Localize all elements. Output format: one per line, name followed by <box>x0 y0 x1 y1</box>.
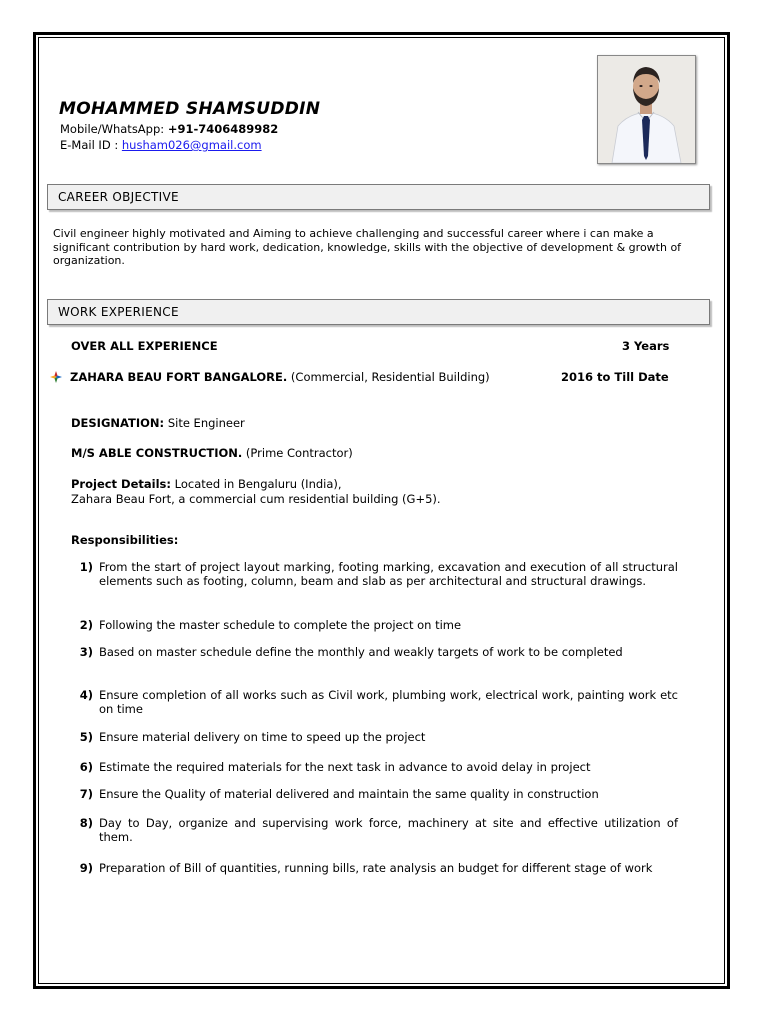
responsibility-item <box>72 560 678 588</box>
responsibility-text: Ensure material delivery on time to speed up the project <box>99 730 426 744</box>
diamond-bullet-icon <box>50 371 62 383</box>
responsibility-number: 1) <box>79 560 93 574</box>
company-line <box>70 370 490 384</box>
responsibility-number: 2) <box>79 618 93 632</box>
overall-experience-label: OVER ALL EXPERIENCE <box>71 339 218 353</box>
company-dates: 2016 to Till Date <box>561 370 669 384</box>
project-details <box>71 477 441 507</box>
responsibility-item <box>72 787 678 801</box>
profile-photo <box>597 55 696 164</box>
responsibility-item <box>72 816 678 844</box>
work-experience-header: WORK EXPERIENCE <box>47 299 710 325</box>
responsibility-number: 8) <box>79 816 93 830</box>
responsibility-number: 6) <box>79 760 93 774</box>
candidate-name: MOHAMMED SHAMSUDDIN <box>59 99 321 119</box>
responsibility-item <box>72 645 678 659</box>
responsibility-item <box>72 618 678 632</box>
responsibility-text: Ensure the Quality of material delivered and maintain the same quality in construction <box>99 787 599 801</box>
responsibility-text: Ensure completion of all works such as Civil work, plumbing work, electrical work, painting work etc on time <box>99 688 678 716</box>
email-line <box>60 138 262 152</box>
responsibility-number: 4) <box>79 688 93 702</box>
designation-line <box>71 416 245 430</box>
designation-value: Site Engineer <box>164 416 245 430</box>
contractor-role: (Prime Contractor) <box>242 446 353 460</box>
career-objective-text: Civil engineer highly motivated and Aiming to achieve challenging and successful career where i can make a significant contribution by hard work, dedication, knowledge, skills with the objective of development & growth of organization. <box>53 227 682 267</box>
responsibility-text: Estimate the required materials for the next task in advance to avoid delay in project <box>99 760 591 774</box>
contractor-name: M/S ABLE CONSTRUCTION. <box>71 446 243 460</box>
responsibility-text: Following the master schedule to complete the project on time <box>99 618 462 632</box>
company-name: ZAHARA BEAU FORT BANGALORE. <box>70 370 288 384</box>
contractor-line <box>71 446 353 460</box>
career-objective-header: CAREER OBJECTIVE <box>47 184 710 210</box>
responsibility-item <box>72 688 678 716</box>
responsibility-number: 7) <box>79 787 93 801</box>
email-label: E-Mail ID : <box>60 138 122 152</box>
responsibility-item <box>72 760 678 774</box>
responsibility-number: 5) <box>79 730 93 744</box>
profile-photo-drawing <box>598 56 695 163</box>
responsibility-text: From the start of project layout marking, footing marking, excavation and execution of all structural elements such as footing, column, beam and slab as per architectural and structural drawings. <box>99 560 678 588</box>
project-label: Project Details: <box>71 477 171 491</box>
email-link[interactable]: husham026@gmail.com <box>121 138 262 152</box>
mobile-line <box>60 122 278 136</box>
responsibility-text: Day to Day, organize and supervising work force, machinery at site and effective utilization of them. <box>99 816 678 844</box>
responsibilities-label: Responsibilities: <box>71 533 179 547</box>
project-description: Zahara Beau Fort, a commercial cum residential building (G+5). <box>71 492 441 506</box>
project-location: Located in Bengaluru (India), <box>171 477 342 491</box>
designation-label: DESIGNATION: <box>71 416 165 430</box>
responsibility-text: Preparation of Bill of quantities, running bills, rate analysis an budget for different stage of work <box>99 861 653 875</box>
mobile-label: Mobile/WhatsApp: <box>60 122 168 136</box>
responsibility-number: 3) <box>79 645 93 659</box>
responsibility-text: Based on master schedule define the monthly and weakly targets of work to be completed <box>99 645 623 659</box>
mobile-number: +91-7406489982 <box>167 122 279 136</box>
company-type: (Commercial, Residential Building) <box>287 370 490 384</box>
responsibility-item <box>72 730 678 744</box>
responsibility-number: 9) <box>79 861 93 875</box>
responsibility-item <box>72 861 678 875</box>
overall-experience-value: 3 Years <box>622 339 670 353</box>
